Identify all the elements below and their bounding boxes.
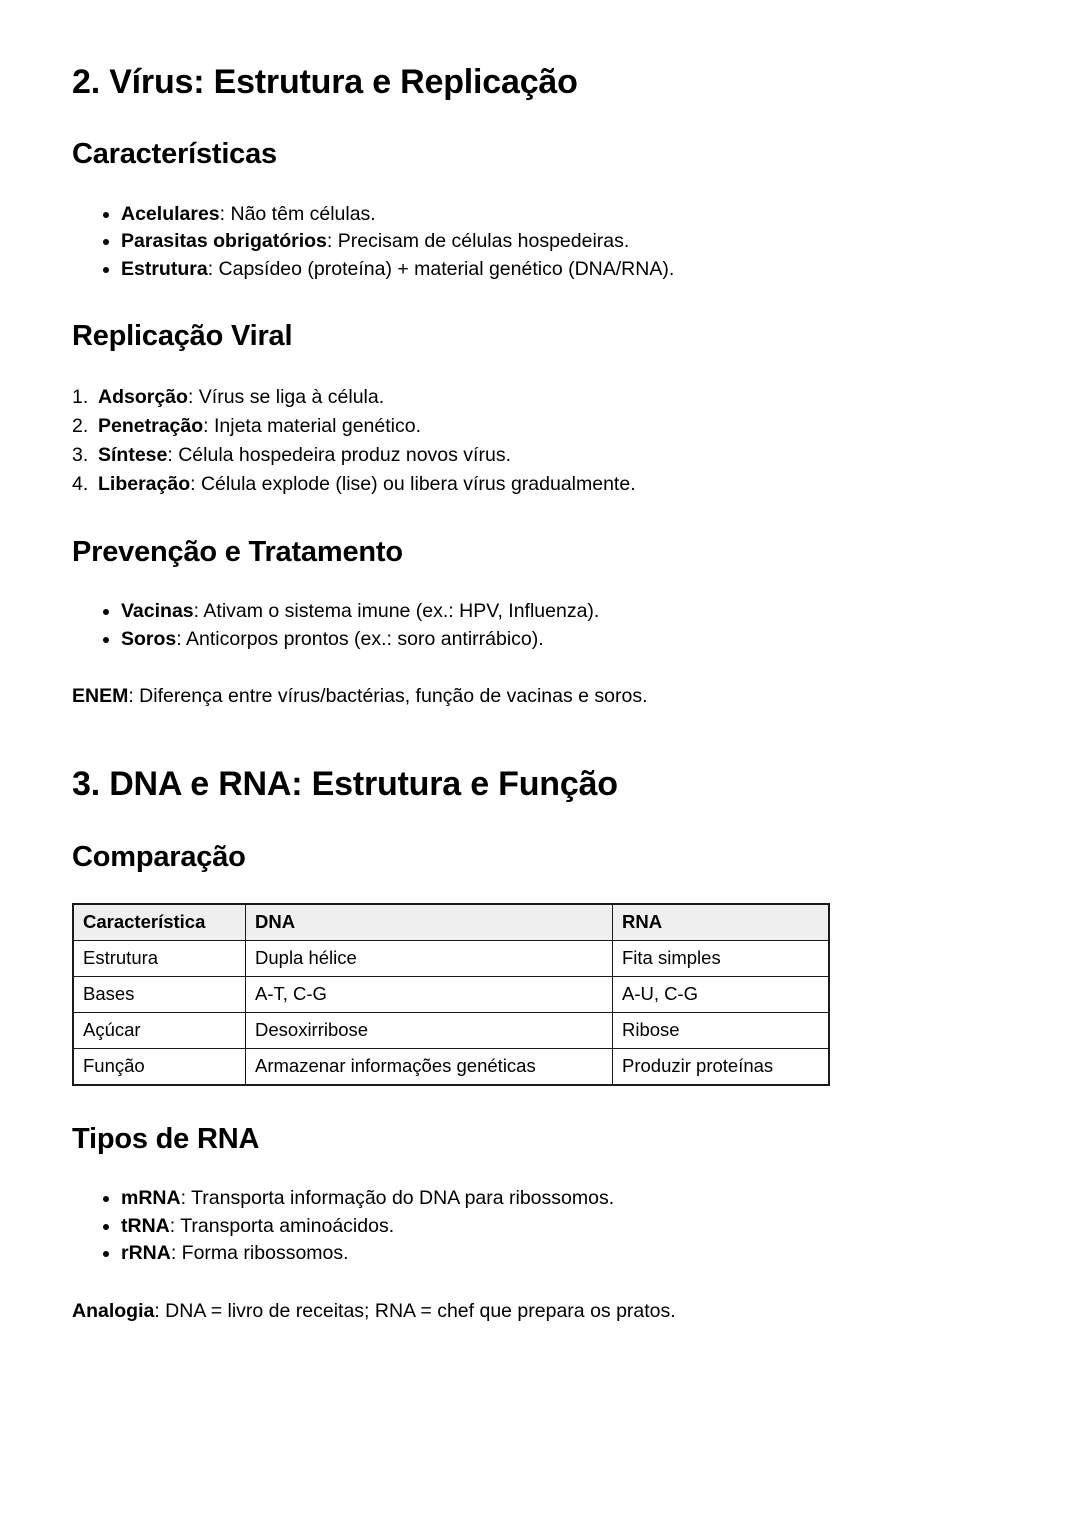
list-item-label: Vacinas bbox=[121, 600, 194, 623]
list-item bbox=[72, 412, 1008, 441]
table-row bbox=[73, 1048, 829, 1085]
table-row bbox=[73, 976, 829, 1012]
heading-prevencao-tratamento: Prevenção e Tratamento bbox=[72, 535, 403, 568]
list-item-text: : Capsídeo (proteína) + material genético (DNA/RNA). bbox=[207, 257, 675, 280]
table-row bbox=[73, 940, 829, 976]
spacer bbox=[72, 806, 1008, 840]
list-item-label: rRNA bbox=[121, 1242, 171, 1265]
spacer bbox=[72, 1086, 1008, 1122]
list-item-label: Soros bbox=[121, 627, 177, 650]
table-header-cell: DNA bbox=[246, 904, 613, 941]
list-item-label: Estrutura bbox=[121, 257, 208, 280]
list-item bbox=[103, 1240, 1008, 1268]
page-title-virus: 2. Vírus: Estrutura e Replicação bbox=[72, 63, 578, 101]
table-cell: A-U, C-G bbox=[613, 976, 830, 1012]
table-cell: Açúcar bbox=[73, 1012, 246, 1048]
table-cell: Função bbox=[73, 1048, 246, 1085]
table-cell: Desoxirribose bbox=[246, 1012, 613, 1048]
heading-caracteristicas: Características bbox=[72, 138, 277, 171]
list-item-text: : Célula hospedeira produz novos vírus. bbox=[167, 443, 511, 466]
spacer bbox=[72, 653, 1008, 683]
table-header-row bbox=[73, 904, 829, 941]
page-title-dna-rna: 3. DNA e RNA: Estrutura e Função bbox=[72, 765, 618, 804]
list-item bbox=[103, 228, 1008, 256]
note-text: : Diferença entre vírus/bactérias, função de vacinas e soros. bbox=[128, 685, 648, 708]
note-enem bbox=[72, 683, 1008, 710]
note-analogia bbox=[72, 1298, 1008, 1325]
heading-replicacao-viral: Replicação Viral bbox=[72, 320, 293, 353]
list-item bbox=[103, 1213, 1008, 1241]
list-item-label: mRNA bbox=[121, 1187, 181, 1210]
list-item-label: Adsorção bbox=[98, 385, 188, 408]
table-header-cell: Característica bbox=[73, 904, 246, 941]
list-item-text: : Ativam o sistema imune (ex.: HPV, Influenza). bbox=[193, 600, 600, 623]
list-item bbox=[103, 598, 1008, 626]
table-cell: Fita simples bbox=[613, 940, 830, 976]
list-item bbox=[103, 626, 1008, 654]
heading-comparacao: Comparação bbox=[72, 840, 246, 873]
table-cell: Dupla hélice bbox=[246, 940, 613, 976]
list-item-text: : Transporta aminoácidos. bbox=[169, 1214, 395, 1237]
note-label: ENEM bbox=[72, 685, 129, 708]
comparison-table bbox=[72, 903, 830, 1086]
spacer bbox=[72, 875, 1008, 903]
spacer bbox=[72, 1157, 1008, 1185]
spacer bbox=[72, 103, 1008, 137]
list-tipos-rna bbox=[72, 1185, 1008, 1268]
list-item-label: Liberação bbox=[98, 472, 191, 495]
table-row bbox=[73, 1012, 829, 1048]
spacer bbox=[72, 283, 1008, 319]
table-cell: Bases bbox=[73, 976, 246, 1012]
list-item-text: : Precisam de células hospedeiras. bbox=[326, 230, 630, 253]
list-item-label: tRNA bbox=[121, 1214, 170, 1237]
table-cell: Armazenar informações genéticas bbox=[246, 1048, 613, 1085]
list-item-label: Acelulares bbox=[121, 202, 220, 225]
note-label: Analogia bbox=[72, 1299, 155, 1322]
table-cell: A-T, C-G bbox=[246, 976, 613, 1012]
spacer bbox=[72, 570, 1008, 598]
list-item-label: Síntese bbox=[98, 443, 168, 466]
list-item bbox=[72, 441, 1008, 470]
list-item bbox=[103, 201, 1008, 229]
spacer bbox=[72, 499, 1008, 535]
list-item-text: : Injeta material genético. bbox=[203, 414, 422, 437]
heading-tipos-de-rna: Tipos de RNA bbox=[72, 1122, 260, 1155]
list-item-text: : Transporta informação do DNA para ribossomos. bbox=[180, 1187, 615, 1210]
spacer bbox=[72, 710, 1008, 764]
list-item bbox=[103, 256, 1008, 284]
list-item-text: : Célula explode (lise) ou libera vírus gradualmente. bbox=[190, 472, 636, 495]
list-item-text: : Não têm células. bbox=[219, 202, 376, 225]
list-item bbox=[72, 470, 1008, 499]
list-item-text: : Vírus se liga à célula. bbox=[187, 385, 385, 408]
table-cell: Produzir proteínas bbox=[613, 1048, 830, 1085]
list-replicacao-steps bbox=[72, 383, 1008, 499]
table-header-cell: RNA bbox=[613, 904, 830, 941]
note-text: : DNA = livro de receitas; RNA = chef que prepara os pratos. bbox=[154, 1299, 676, 1322]
list-caracteristicas bbox=[72, 201, 1008, 284]
table-cell: Ribose bbox=[613, 1012, 830, 1048]
spacer bbox=[72, 1268, 1008, 1298]
list-item-text: : Forma ribossomos. bbox=[170, 1242, 349, 1265]
list-item-label: Parasitas obrigatórios bbox=[121, 230, 327, 253]
spacer bbox=[72, 355, 1008, 383]
list-item-label: Penetração bbox=[98, 414, 204, 437]
list-item-text: : Anticorpos prontos (ex.: soro antirrábico). bbox=[176, 627, 544, 650]
list-item bbox=[72, 383, 1008, 412]
table-cell: Estrutura bbox=[73, 940, 246, 976]
list-prevencao bbox=[72, 598, 1008, 653]
spacer bbox=[72, 173, 1008, 201]
list-item bbox=[103, 1185, 1008, 1213]
